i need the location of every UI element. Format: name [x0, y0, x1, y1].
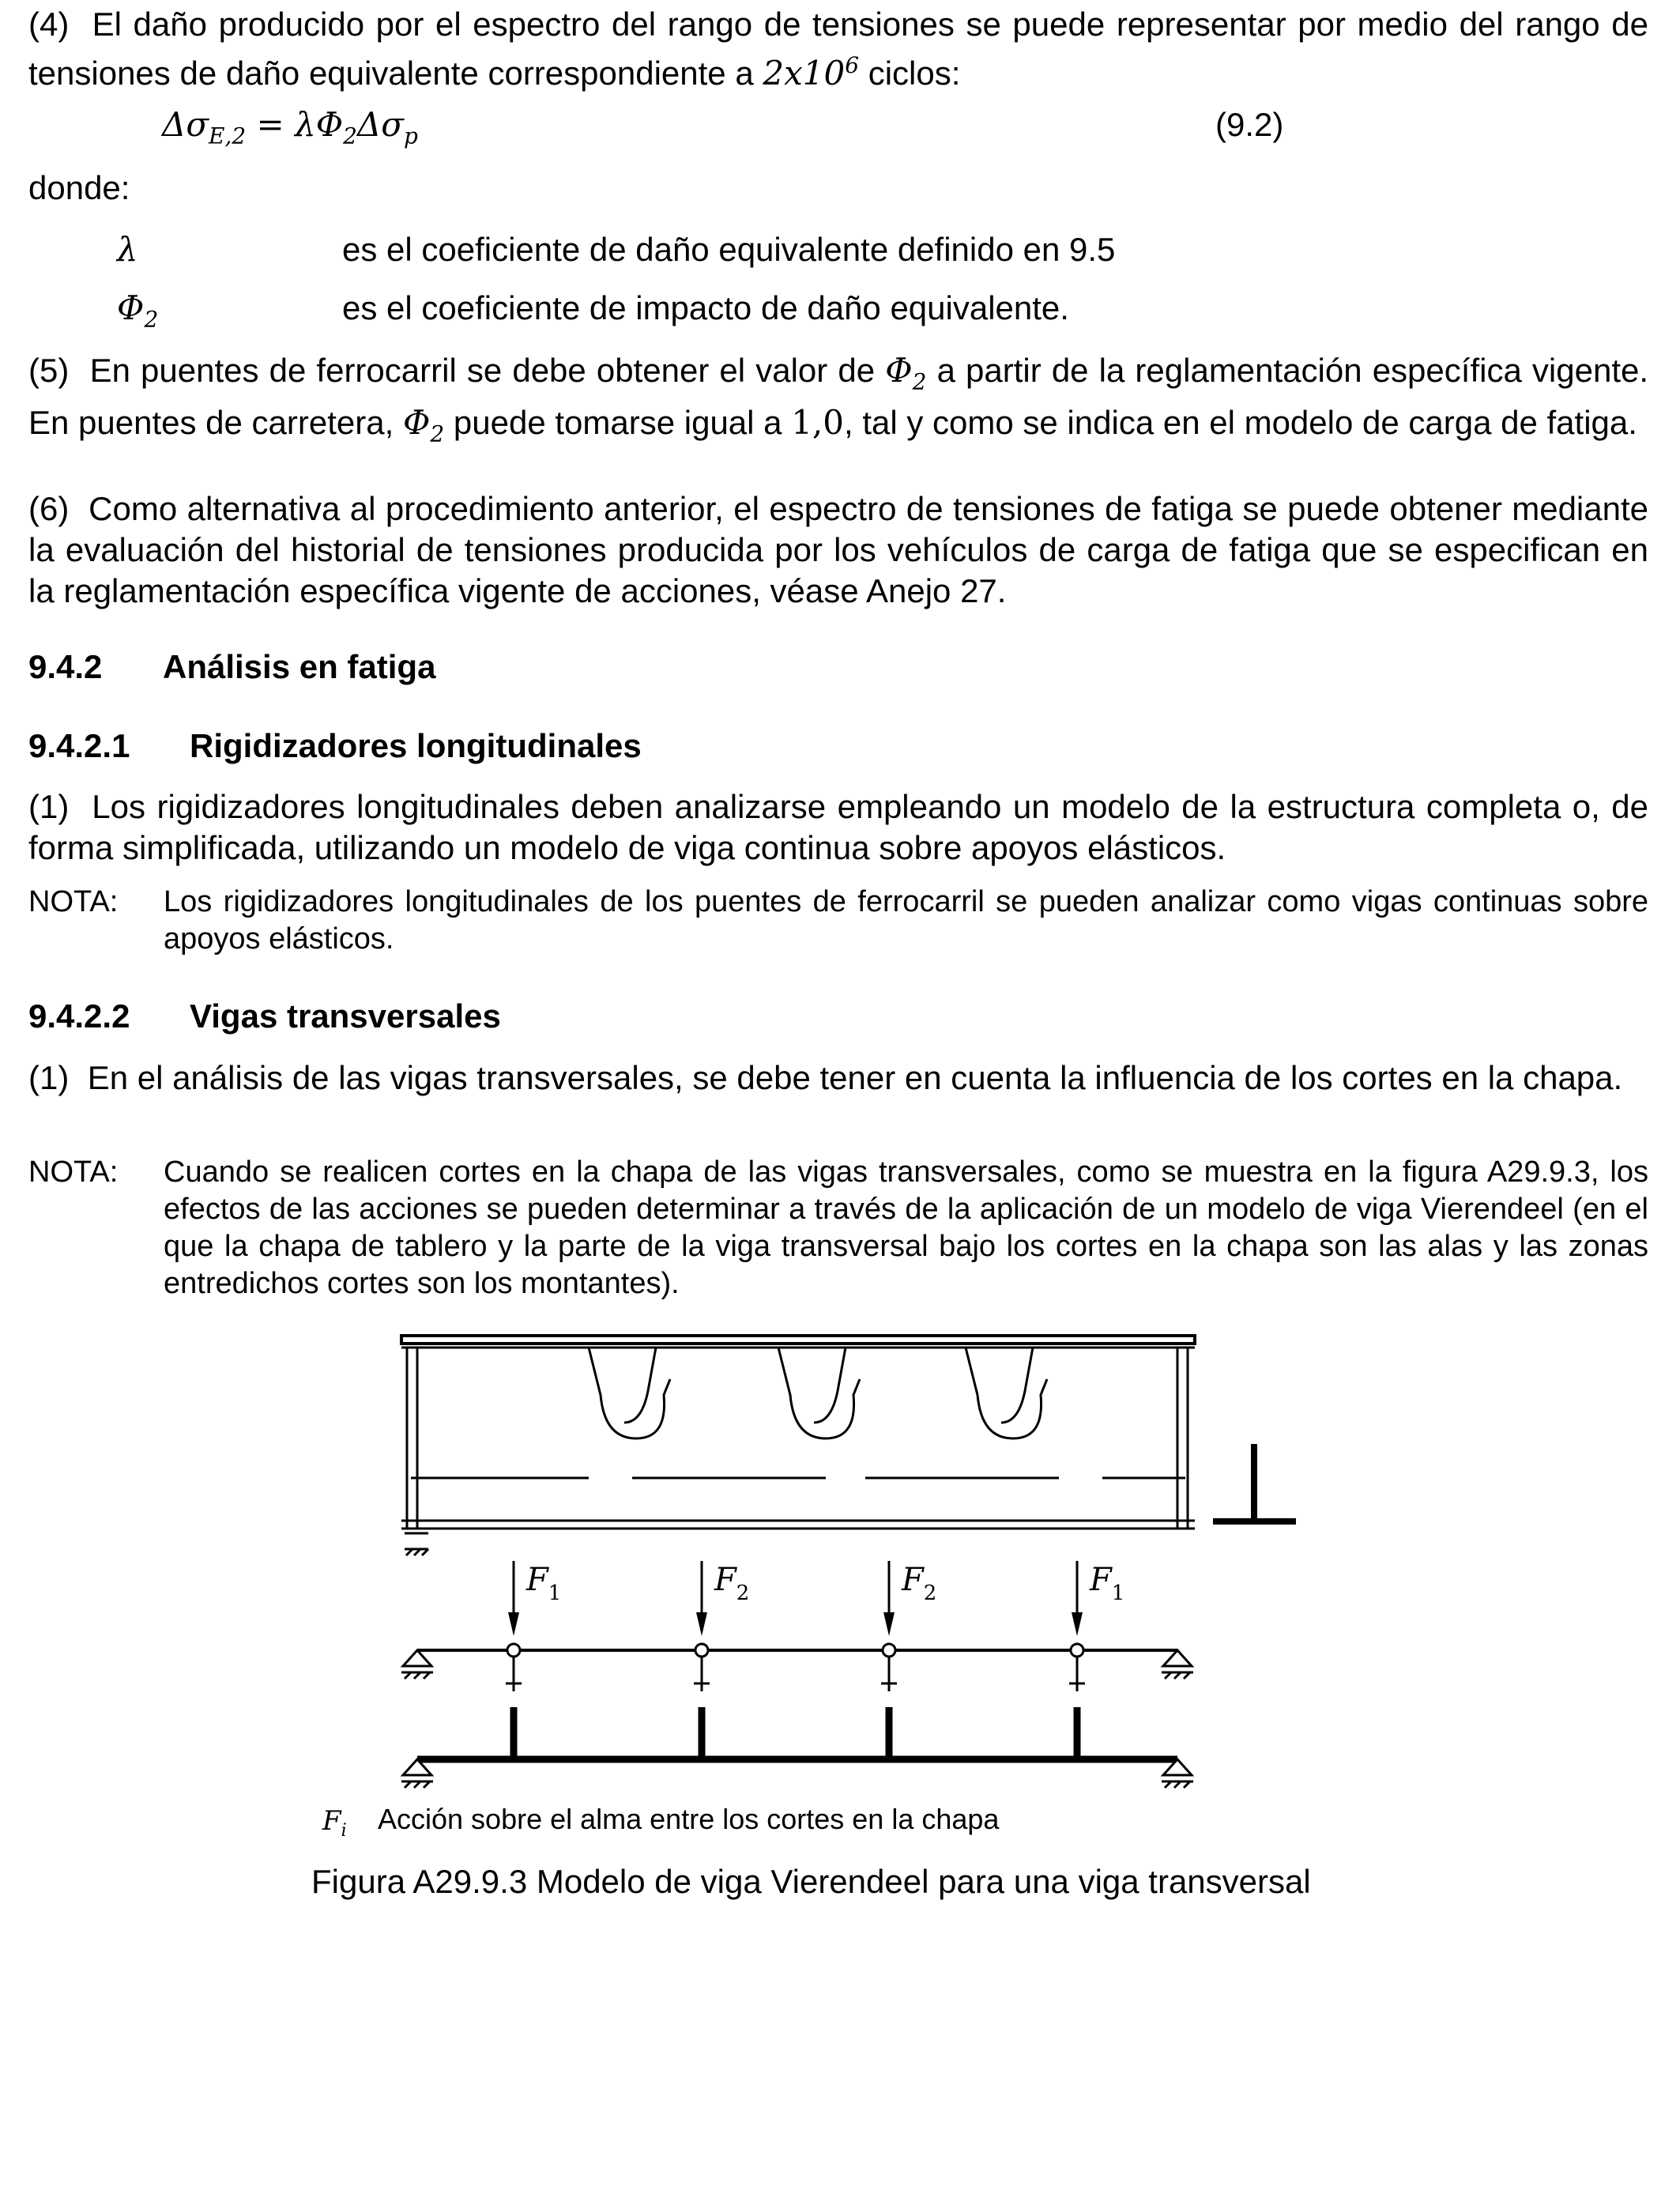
section-title: Análisis en fatiga	[163, 648, 436, 685]
force-label-1: $F_1$	[526, 1562, 562, 1605]
equation-number: (9.2)	[1215, 106, 1284, 143]
paragraph-label: (1)	[28, 1059, 70, 1096]
definition-text-lambda: es el coeficiente de daño equivalente definido en 9.5	[342, 231, 1116, 268]
section-number: 9.4.2	[28, 648, 103, 685]
definition-text-phi2: es el coeficiente de impacto de daño equivalente.	[342, 289, 1069, 326]
paragraph-4-line2a: de tensiones de daño equivalente correspondiente a	[28, 6, 1648, 92]
nota-label: NOTA:	[28, 885, 119, 918]
section-title: Rigidizadores longitudinales	[190, 727, 642, 764]
paragraph-5-text-a: En puentes de ferrocarril se debe obtener el valor de	[89, 352, 876, 389]
force-label-3: $F_2$	[902, 1562, 937, 1605]
t-section-symbol	[1213, 1444, 1296, 1521]
phi2-symbol: $\Phi_2$	[885, 351, 927, 395]
stiffener-cutouts	[589, 1348, 1047, 1438]
cross-beam-elevation	[401, 1336, 1195, 1529]
nota-text: Los rigidizadores longitudinales de los puentes de ferrocarril se pueden analizar como vigas continuas sobre apoyos elásticos.	[164, 885, 1648, 956]
paragraph-5-value: 1,0	[791, 403, 844, 443]
paragraph-label: (1)	[28, 788, 70, 825]
legend-symbol: $F_i$	[322, 1805, 347, 1841]
phi2-symbol-2: $\Phi_2$	[402, 403, 445, 447]
paragraph-4-line1: El daño producido por el espectro del rango de tensiones se puede representar por medio del rango	[92, 6, 1600, 43]
paragraph-text: Los rigidizadores longitudinales deben analizarse empleando un modelo de la estructura completa o, de forma simplificada, utilizando un modelo de viga continua sobre apoyos elásticos.	[28, 788, 1648, 866]
force-label-2: $F_2$	[714, 1562, 750, 1605]
equation-9-2: $\Delta\sigma_{E,2} = \lambda\Phi_2\Delta\sigma_p$	[162, 105, 418, 149]
cycles-math: $2x10^6$	[763, 52, 860, 92]
paragraph-6-label: (6)	[28, 490, 70, 527]
paragraph-text: En el análisis de las vigas transversales, se debe tener en cuenta la influencia de los cortes en la chapa.	[87, 1059, 1623, 1096]
paragraph-6-text: Como alternativa al procedimiento anterior, el espectro de tensiones de fatiga se puede obtener mediante la evaluación del historial de tensiones producida por los vehículos de carga de fatiga que se especifican en la reglamentación específica vigente de acciones, véase Anejo 27.	[28, 490, 1648, 609]
paragraph-5-text-d: , tal y como se indica en el modelo de carga de fatiga.	[844, 404, 1637, 442]
legend-text: Acción sobre el alma entre los cortes en la chapa	[378, 1803, 1000, 1835]
definition-symbol-lambda: λ	[117, 230, 138, 269]
donde-label: donde:	[28, 169, 130, 206]
nota-label: NOTA:	[28, 1155, 119, 1189]
paragraph-5-text-c: puede tomarse igual a	[453, 404, 782, 442]
figure-caption: Figura A29.9.3 Modelo de viga Vierendeel para una viga transversal	[311, 1863, 1311, 1900]
section-title: Vigas transversales	[190, 997, 501, 1035]
section-number: 9.4.2.1	[28, 727, 130, 764]
vierendeel-model	[401, 1561, 1193, 1788]
paragraph-4-line2b: ciclos:	[868, 55, 961, 92]
paragraph-5-text-b: a partir de la reglamentación específica vigente. En puentes de carretera,	[28, 352, 1649, 442]
support-elevation	[405, 1533, 428, 1555]
force-label-4: $F_1$	[1090, 1562, 1125, 1605]
nota-text: Cuando se realicen cortes en la chapa de las vigas transversales, como se muestra en la figura A29.9.3, los efectos de las acciones se pueden determinar a través de la aplicación de un modelo de viga Vierendeel (en el que la chapa de tablero y la parte de la viga transversal bajo los cortes en la chapa son las alas y las zonas entredichos cortes son los montantes).	[164, 1155, 1648, 1300]
paragraph-4-label: (4)	[28, 6, 70, 43]
paragraph-5-label: (5)	[28, 352, 70, 389]
definition-symbol-phi2: $\Phi_2$	[117, 288, 159, 333]
section-number: 9.4.2.2	[28, 997, 130, 1035]
